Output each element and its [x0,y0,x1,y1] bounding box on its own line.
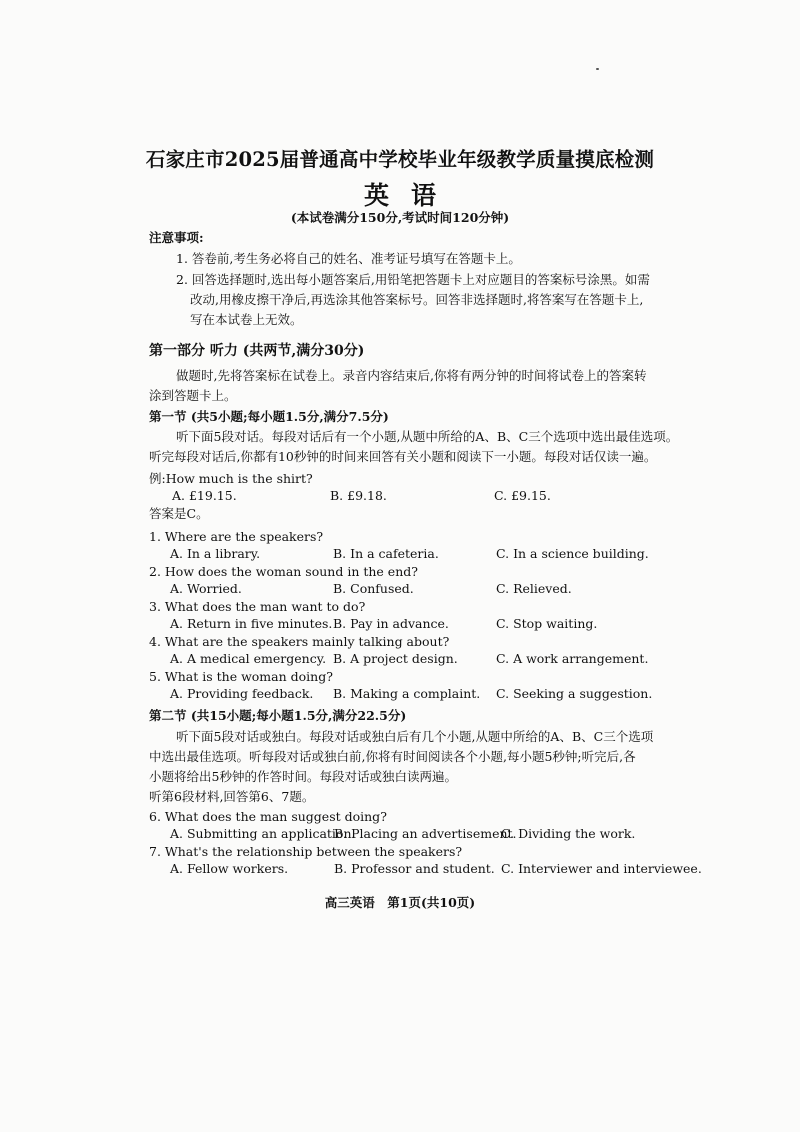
q6-option-c: C. Dividing the work. [501,826,636,841]
q7-option-a: A. Fellow workers. [170,861,289,876]
q4-option-b: B. A project design. [333,651,458,666]
question-6: 6. What does the man suggest doing? [149,809,387,824]
notice-item-2-cont-2: 写在本试卷上无效。 [190,312,303,327]
page-footer: 高三英语 第1页(共10页) [324,895,476,910]
q4-option-c: C. A work arrangement. [496,651,649,666]
q6-option-b: B. Placing an advertisement. [334,826,517,841]
material-note: 听第6段材料,回答第6、7题。 [149,789,315,804]
q3-option-b: B. Pay in advance. [333,616,449,631]
section2-instructions-3: 小题将给出5秒钟的作答时间。每段对话或独白读两遍。 [149,769,457,784]
section2-instructions-1: 听下面5段对话或独白。每段对话或独白后有几个小题,从题中所给的A、B、C三个选项 [176,729,654,744]
section1-instructions-2: 听完每段对话后,你都有10秒钟的时间来回答有关小题和阅读下一小题。每段对话仅读一遍。 [149,449,657,464]
question-7: 7. What's the relationship between the speakers? [149,844,463,859]
notices-heading: 注意事项: [149,230,204,245]
example-option-b: B. £9.18. [330,488,387,503]
example-option-c: C. £9.15. [494,488,551,503]
example-question: 例:How much is the shirt? [149,471,313,486]
q6-option-a: A. Submitting an application. [170,826,356,841]
q7-option-b: B. Professor and student. [334,861,495,876]
question-5: 5. What is the woman doing? [149,669,333,684]
notice-item-2: 2. 回答选择题时,选出每小题答案后,用铅笔把答题卡上对应题目的答案标号涂黑。如需 [176,272,650,287]
exam-meta: (本试卷满分150分,考试时间120分钟) [290,210,510,225]
q2-option-a: A. Worried. [170,581,242,596]
q5-option-b: B. Making a complaint. [333,686,481,701]
example-answer: 答案是C。 [149,506,209,521]
q5-option-a: A. Providing feedback. [170,686,314,701]
section1-instructions-1: 听下面5段对话。每段对话后有一个小题,从题中所给的A、B、C三个选项中选出最佳选项。 [176,429,679,444]
part1-intro-1: 做题时,先将答案标在试卷上。录音内容结束后,你将有两分钟的时间将试卷上的答案转 [176,368,647,383]
subject-title: 英语 [363,181,458,210]
example-option-a: A. £19.15. [172,488,237,503]
question-1: 1. Where are the speakers? [149,529,324,544]
part1-intro-2: 涂到答题卡上。 [149,388,237,403]
q4-option-a: A. A medical emergency. [170,651,327,666]
section2-instructions-2: 中选出最佳选项。听每段对话或独白前,你将有时间阅读各个小题,每小题5秒钟;听完后,各 [149,749,636,764]
q2-option-c: C. Relieved. [496,581,572,596]
question-4: 4. What are the speakers mainly talking about? [149,634,450,649]
question-2: 2. How does the woman sound in the end? [149,564,418,579]
q5-option-c: C. Seeking a suggestion. [496,686,653,701]
q2-option-b: B. Confused. [333,581,414,596]
q1-option-a: A. In a library. [170,546,261,561]
q3-option-a: A. Return in five minutes. [170,616,333,631]
notice-item-2-cont-1: 改动,用橡皮擦干净后,再选涂其他答案标号。回答非选择题时,将答案写在答题卡上, [190,292,644,307]
scan-speck [596,68,599,70]
q3-option-c: C. Stop waiting. [496,616,598,631]
section1-heading: 第一节 (共5小题;每小题1.5分,满分7.5分) [149,409,389,424]
q1-option-c: C. In a science building. [496,546,649,561]
question-3: 3. What does the man want to do? [149,599,366,614]
notice-item-1: 1. 答卷前,考生务必将自己的姓名、准考证号填写在答题卡上。 [176,251,521,266]
section2-heading: 第二节 (共15小题;每小题1.5分,满分22.5分) [149,708,407,723]
q7-option-c: C. Interviewer and interviewee. [501,861,702,876]
q1-option-b: B. In a cafeteria. [333,546,439,561]
exam-title: 石家庄市2025届普通高中学校毕业年级教学质量摸底检测 [145,148,655,171]
part1-heading: 第一部分 听力 (共两节,满分30分) [149,343,365,359]
